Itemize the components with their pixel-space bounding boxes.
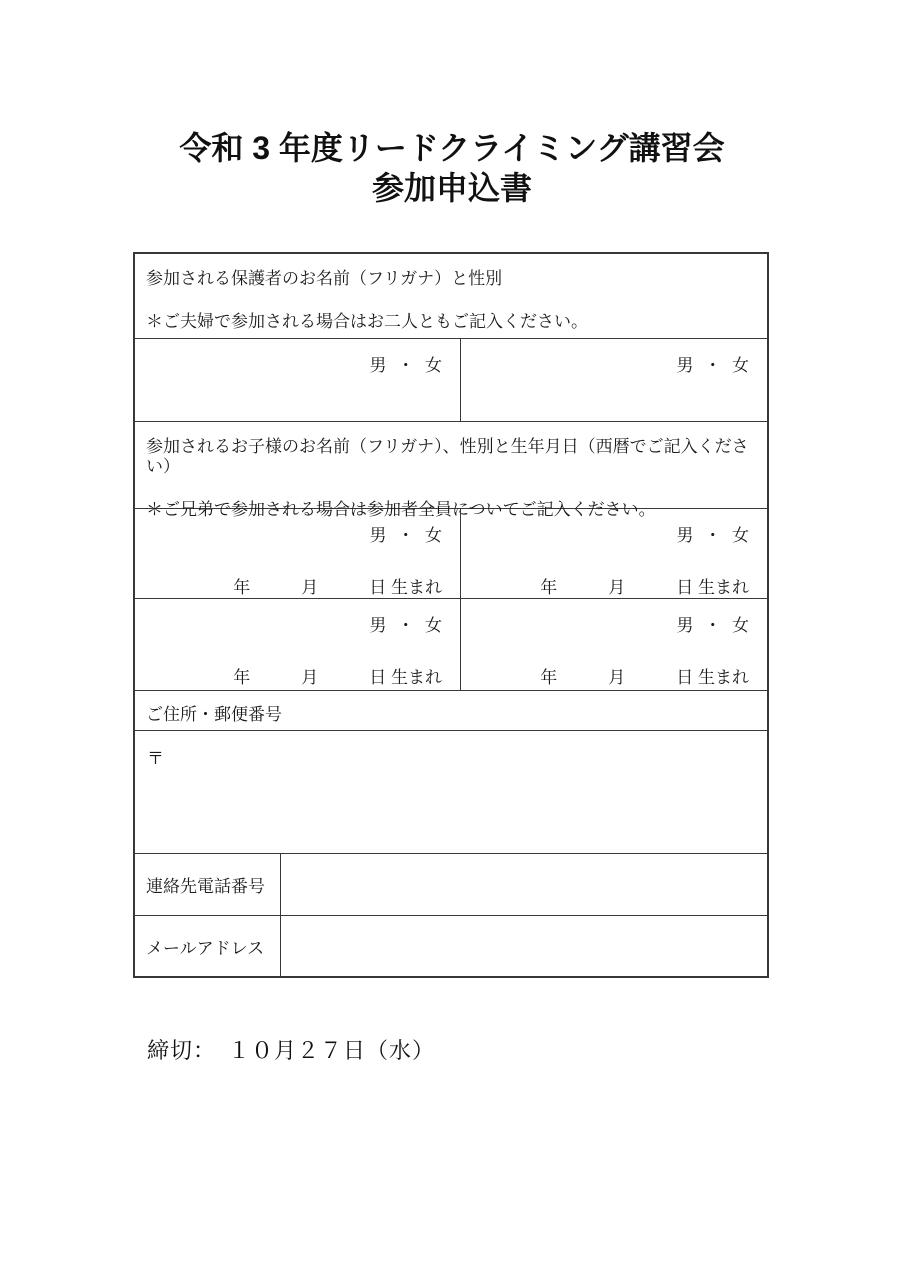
phone-label: 連絡先電話番号 (146, 877, 265, 896)
address-header-cell (135, 691, 767, 730)
child-section-note: ＊ご兄弟で参加される場合は参加者全員についてご記入ください。 (146, 500, 656, 519)
deadline-text: 締切： １０月２７日（水） (147, 1038, 436, 1063)
address-entry-row (135, 730, 767, 853)
parent-2-gender-label: 男 ・ 女 (676, 356, 749, 375)
postal-mark: 〒 (147, 749, 164, 768)
child-4-birthdate-label: 年 月 日 生まれ (540, 668, 749, 687)
child-entry-row-1 (135, 508, 767, 598)
address-header-row (135, 690, 767, 730)
child-1-birthdate-label: 年 月 日 生まれ (233, 578, 442, 597)
email-field (281, 916, 767, 976)
parent-section-note: ＊ご夫婦で参加される場合はお二人ともご記入ください。 (146, 312, 588, 331)
child-3-gender-label: 男 ・ 女 (369, 616, 442, 635)
form-title-line1: 令和 3 年度リードクライミング講習会 (179, 130, 725, 166)
child-2-gender-label: 男 ・ 女 (676, 526, 749, 545)
child-2-name-field (461, 509, 767, 598)
child-entry-row-2 (135, 598, 767, 690)
email-row (135, 915, 767, 976)
child-header-row (135, 421, 767, 519)
child-header-cell (135, 422, 767, 519)
phone-label-cell (135, 854, 281, 915)
form-title (0, 128, 904, 208)
email-label-cell (135, 916, 281, 976)
parent-header-cell (135, 254, 767, 338)
address-section-heading: ご住所・郵便番号 (146, 705, 282, 724)
address-field (135, 731, 767, 853)
child-1-name-field (135, 509, 461, 598)
child-2-birthdate-label: 年 月 日 生まれ (540, 578, 749, 597)
phone-field (281, 854, 767, 915)
child-4-name-field (461, 599, 767, 690)
parent-1-name-field (135, 339, 461, 421)
parent-1-gender-label: 男 ・ 女 (369, 356, 442, 375)
child-4-gender-label: 男 ・ 女 (676, 616, 749, 635)
parent-section-heading: 参加される保護者のお名前（フリガナ）と性別 (146, 269, 503, 288)
application-table (133, 252, 769, 978)
child-section-heading: 参加されるお子様のお名前（フリガナ）、性別と生年月日（西暦でご記入ください） (146, 437, 749, 476)
child-1-gender-label: 男 ・ 女 (369, 526, 442, 545)
child-3-name-field (135, 599, 461, 690)
parent-2-name-field (461, 339, 767, 421)
email-label: メールアドレス (146, 938, 265, 958)
form-title-line2: 参加申込書 (371, 170, 532, 206)
child-3-birthdate-label: 年 月 日 生まれ (233, 668, 442, 687)
parent-entry-row (135, 338, 767, 421)
phone-row (135, 853, 767, 915)
parent-header-row (135, 254, 767, 338)
